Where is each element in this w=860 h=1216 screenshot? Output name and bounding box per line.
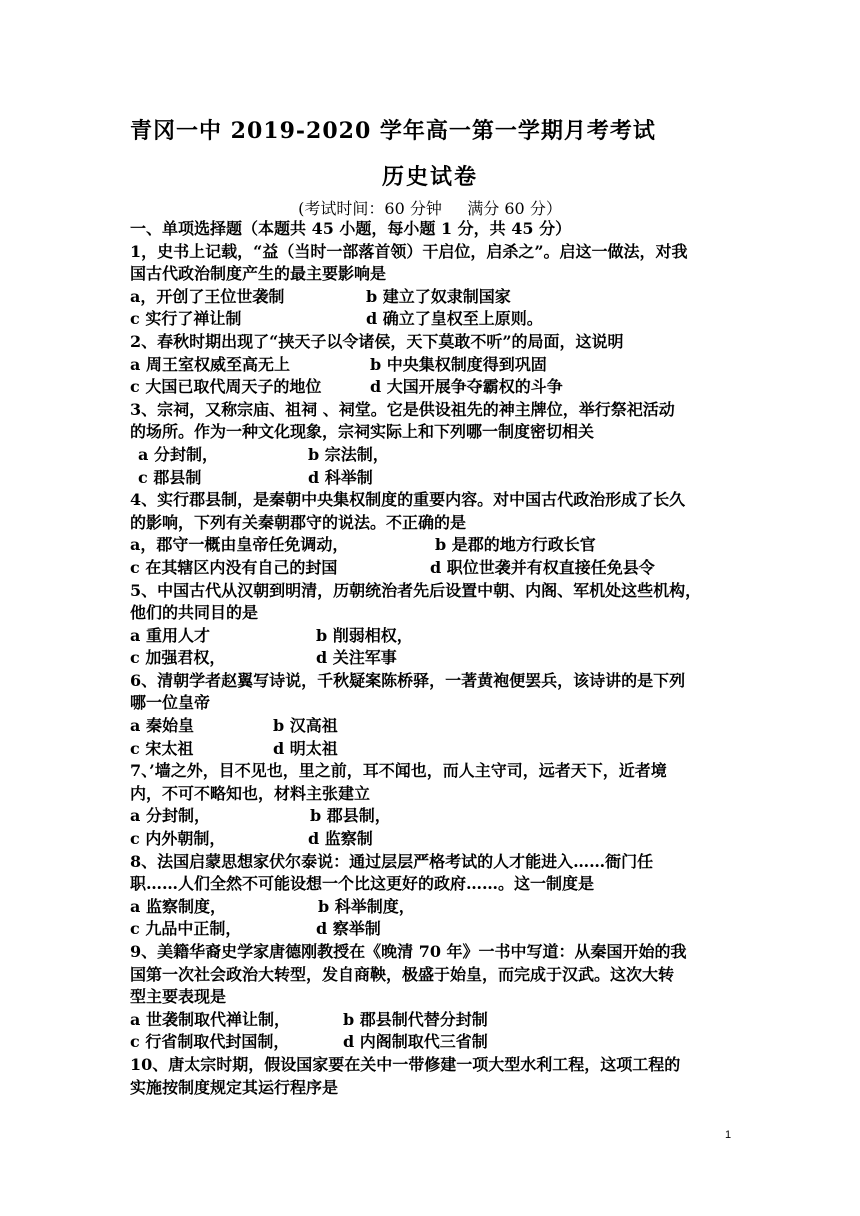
option-text: d 内阁制取代三省制 bbox=[343, 1032, 488, 1052]
option-row bbox=[130, 1031, 740, 1054]
option-text: d 关注军事 bbox=[316, 648, 397, 668]
option-row bbox=[130, 918, 740, 941]
exam-subtitle: 历史试卷 bbox=[381, 164, 478, 190]
question-stem: 8、法国启蒙思想家伏尔泰说：通过层层严格考试的人才能进入……衙门任 bbox=[130, 851, 654, 871]
option-text: a 分封制， bbox=[138, 444, 218, 464]
option-text: b 郡县制代替分封制 bbox=[343, 1009, 488, 1029]
option-text: a 秦始皇 bbox=[130, 716, 194, 736]
option-row bbox=[130, 467, 740, 490]
option-text: b 是郡的地方行政长官 bbox=[435, 535, 596, 555]
exam-title: 青冈一中 2019-2020 学年高一第一学期月考考试 bbox=[130, 118, 656, 144]
option-text: c 内外朝制， bbox=[130, 829, 226, 849]
option-row bbox=[130, 805, 740, 828]
option-row bbox=[130, 1009, 740, 1032]
option-text: d 确立了皇权至上原则。 bbox=[366, 309, 543, 329]
option-row bbox=[130, 308, 740, 331]
option-text: d 监察制 bbox=[308, 829, 373, 849]
option-row bbox=[130, 444, 740, 467]
option-row bbox=[130, 715, 740, 738]
question-stem: 哪一位皇帝 bbox=[130, 693, 211, 713]
option-text: c 郡县制 bbox=[138, 467, 202, 487]
question-stem: 3、宗祠，又称宗庙、祖祠 、祠堂。它是供设祖先的神主牌位，举行祭祀活动 bbox=[130, 399, 675, 419]
option-row bbox=[130, 376, 740, 399]
option-row bbox=[130, 625, 740, 648]
question-stem: 国第一次社会政治大转型，发自商鞅，极盛于始皇，而完成于汉武。这次大转 bbox=[130, 964, 675, 984]
question-stem: 型主要表现是 bbox=[130, 987, 227, 1007]
option-text: c 九品中正制， bbox=[130, 919, 242, 939]
question-stem: 实施按制度规定其运行程序是 bbox=[130, 1077, 339, 1097]
option-text: b 宗法制， bbox=[308, 444, 389, 464]
question-stem: 内，不可不略知也，材料主张建立 bbox=[130, 783, 371, 803]
option-row bbox=[130, 738, 740, 761]
option-text: a 世袭制取代禅让制， bbox=[130, 1009, 290, 1029]
question-stem: 国古代政治制度产生的最主要影响是 bbox=[130, 264, 387, 284]
question-stem: 职……人们全然不可能设想一个比这更好的政府……。这一制度是 bbox=[130, 874, 595, 894]
option-text: d 大国开展争夺霸权的斗争 bbox=[370, 377, 563, 397]
option-text: c 大国已取代周天子的地位 bbox=[130, 377, 322, 397]
option-text: d 明太祖 bbox=[273, 738, 338, 758]
question-stem: 7、’墙之外，目不见也，里之前，耳不闻也，而人主守司，远者天下，近者境 bbox=[130, 761, 667, 781]
option-text: c 宋太祖 bbox=[130, 738, 194, 758]
question-stem: 6、清朝学者赵翼写诗说，千秋疑案陈桥驿，一著黄袍便罢兵，该诗讲的是下列 bbox=[130, 670, 686, 690]
question-stem: 9、美籍华裔史学家唐德刚教授在《晚清 70 年》一书中写道：从秦国开始的我 bbox=[130, 942, 687, 961]
section-heading: 一、单项选择题（本题共 45 小题，每小题 1 分，共 45 分） bbox=[130, 219, 572, 238]
question-stem: 2、春秋时期出现了“挟天子以令诸侯，天下莫敢不听”的局面，这说明 bbox=[130, 331, 624, 351]
option-text: b 建立了奴隶制国家 bbox=[366, 286, 511, 306]
option-row bbox=[130, 286, 740, 309]
option-text: b 中央集权制度得到巩固 bbox=[370, 354, 547, 374]
option-text: b 科举制度， bbox=[318, 896, 415, 916]
option-text: a 监察制度， bbox=[130, 896, 226, 916]
option-text: d 科举制 bbox=[308, 467, 373, 487]
option-row bbox=[130, 354, 740, 377]
question-stem: 4、实行郡县制，是秦朝中央集权制度的重要内容。对中国古代政治形成了长久 bbox=[130, 490, 686, 510]
option-text: b 削弱相权， bbox=[316, 625, 413, 645]
option-text: c 行省制取代封国制， bbox=[130, 1032, 290, 1052]
option-text: d 察举制 bbox=[316, 919, 381, 939]
option-text: c 实行了禅让制 bbox=[130, 309, 242, 329]
option-text: c 在其辖区内没有自己的封国 bbox=[130, 557, 338, 577]
page-number: 1 bbox=[725, 1129, 732, 1141]
option-text: b 汉高祖 bbox=[273, 716, 338, 736]
questions-content bbox=[130, 218, 740, 1099]
option-row bbox=[130, 534, 740, 557]
option-row bbox=[130, 557, 740, 580]
option-row bbox=[130, 896, 740, 919]
option-text: c 加强君权， bbox=[130, 648, 226, 668]
question-stem: 1，史书上记载，“益（当时一部落首领）干启位，启杀之”。启这一做法，对我 bbox=[130, 241, 688, 261]
question-stem: 10、唐太宗时期，假设国家要在关中一带修建一项大型水利工程，这项工程的 bbox=[130, 1054, 681, 1074]
question-stem: 的场所。作为一种文化现象，宗祠实际上和下列哪一制度密切相关 bbox=[130, 422, 595, 442]
option-text: a 周王室权威至高无上 bbox=[130, 354, 290, 374]
option-text: a 重用人才 bbox=[130, 625, 210, 645]
question-stem: 他们的共同目的是 bbox=[130, 603, 259, 623]
option-text: b 郡县制， bbox=[310, 806, 391, 826]
exam-info: (考试时间：60 分钟 满分 60 分） bbox=[298, 199, 562, 218]
option-text: a，郡守一概由皇帝任免调动， bbox=[130, 535, 349, 555]
question-stem: 5、中国古代从汉朝到明清，历朝统治者先后设置中朝、内阁、军机处这些机构， bbox=[130, 580, 702, 600]
option-text: a，开创了王位世袭制 bbox=[130, 286, 285, 306]
option-row bbox=[130, 647, 740, 670]
question-stem: 的影响，下列有关秦朝郡守的说法。不正确的是 bbox=[130, 512, 467, 532]
option-row bbox=[130, 828, 740, 851]
option-text: a 分封制， bbox=[130, 806, 210, 826]
option-text: d 职位世袭并有权直接任免县令 bbox=[430, 557, 655, 577]
